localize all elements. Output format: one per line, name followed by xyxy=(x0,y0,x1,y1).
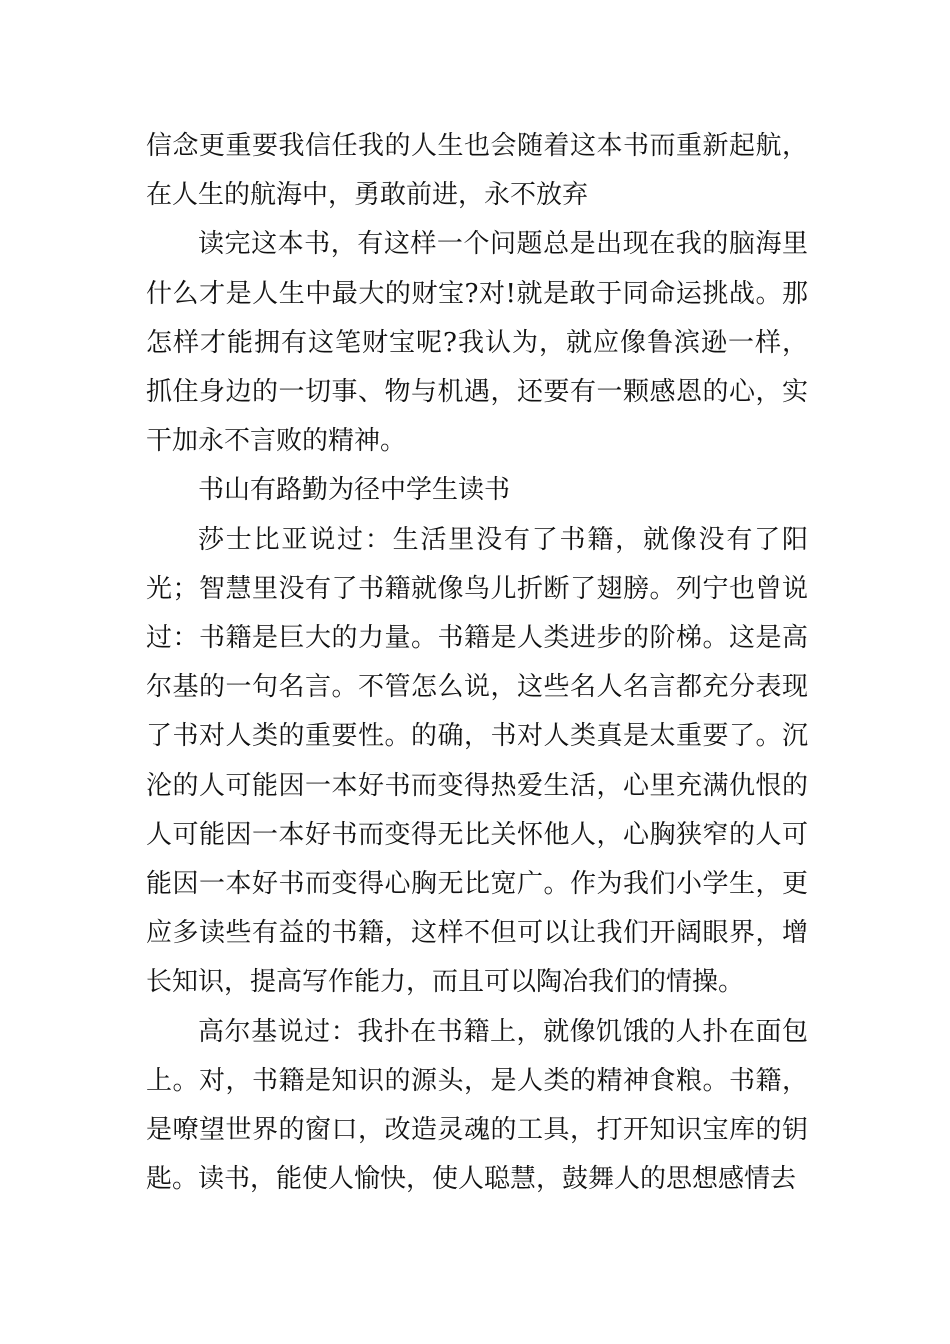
section-title: 书山有路勤为径中学生读书 xyxy=(198,475,511,506)
paragraph-gorky: 高尔基说过：我扑在书籍上，就像饥饿的人扑在面包上。对，书籍是知识的源头，是人类的精神食粮。书籍，是嘹望世界的窗口，改造灵魂的工具，打开知识宝库的钥匙。读书，能使人愉快，使人聪慧，鼓舞人的思想感情去 xyxy=(146,1016,808,1195)
paragraph-quotes: 莎士比亚说过：生活里没有了书籍，就像没有了阳光；智慧里没有了书籍就像鸟儿折断了翅膀。列宁也曾说过：书籍是巨大的力量。书籍是人类进步的阶梯。这是高尔基的一句名言。不管怎么说，这些名人名言都充分表现了书对人类的重要性。的确，书对人类真是太重要了。沉沦的人可能因一本好书而变得热爱生活，心里充满仇恨的人可能因一本好书而变得无比关怀他人，心胸狭窄的人可能因一本好书而变得心胸无比宽广。作为我们小学生，更应多读些有益的书籍，这样不但可以让我们开阔眼界，增长知识，提高写作能力，而且可以陶冶我们的情操。 xyxy=(146,524,808,998)
paragraph-reflection: 读完这本书，有这样一个问题总是出现在我的脑海里什么才是人生中最大的财宝?对!就是敢于同命运挑战。那怎样才能拥有这笔财宝呢?我认为，就应像鲁滨逊一样，抓住身边的一切事、物与机遇，还要有一颗感恩的心，实干加永不言败的精神。 xyxy=(146,229,808,457)
paragraph-continuation: 信念更重要我信任我的人生也会随着这本书而重新起航，在人生的航海中，勇敢前进，永不放弃 xyxy=(146,131,808,211)
document-body xyxy=(146,122,808,1204)
